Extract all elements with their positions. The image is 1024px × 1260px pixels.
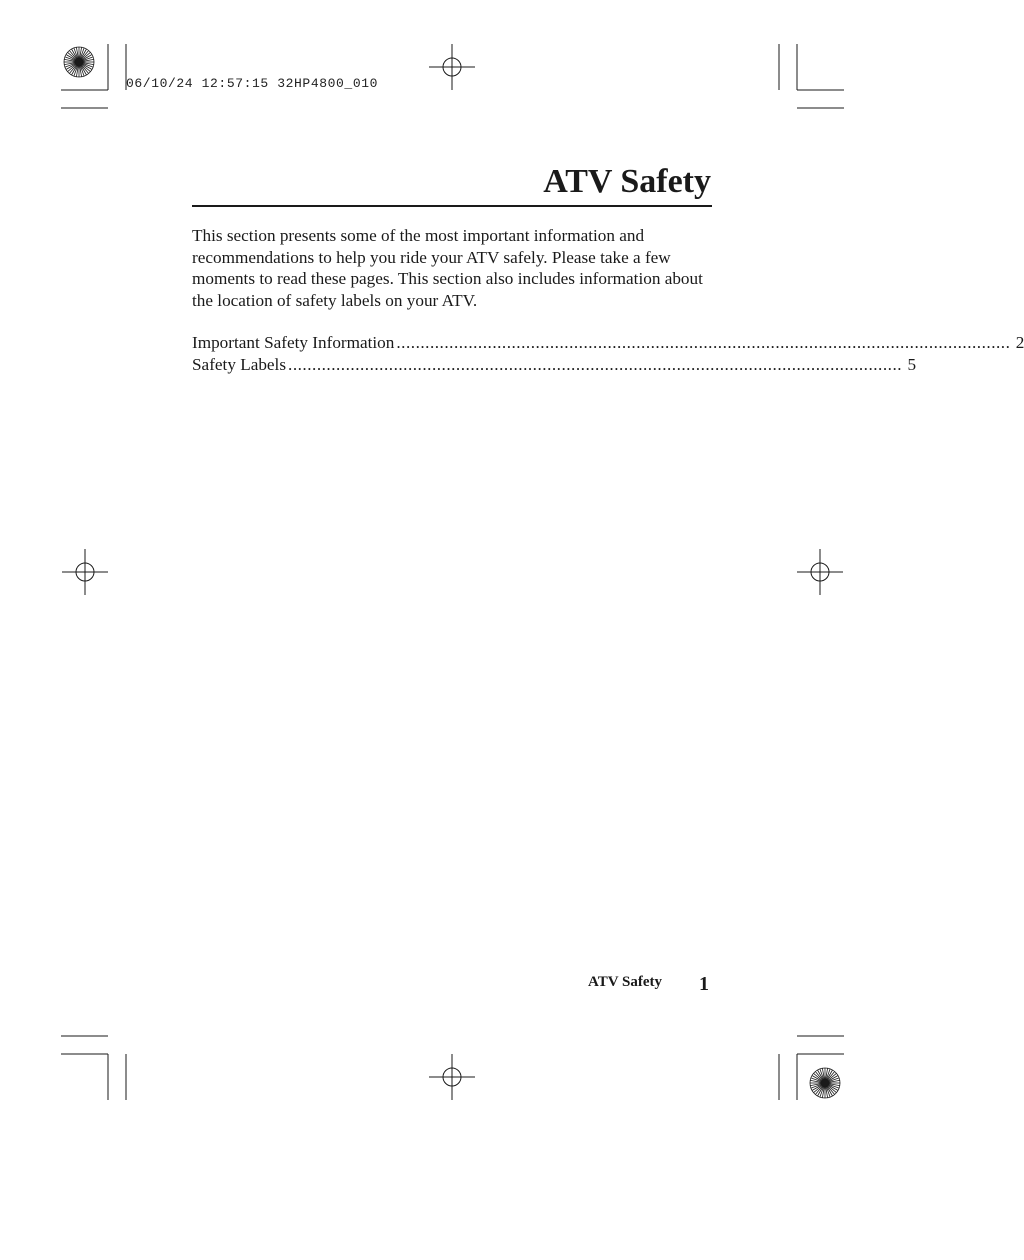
- toc-entry-important-safety-information[interactable]: [192, 332, 1024, 354]
- table-of-contents: [192, 332, 1024, 376]
- color-sunburst-mark: [64, 47, 94, 77]
- registration-mark: [797, 549, 843, 595]
- footer-section-label: ATV Safety: [588, 974, 663, 990]
- color-sunburst-mark: [810, 1068, 840, 1098]
- toc-entry-safety-labels[interactable]: [192, 354, 917, 376]
- registration-mark: [429, 1054, 475, 1100]
- toc-entry-page: 2: [1015, 333, 1024, 352]
- registration-mark: [62, 549, 108, 595]
- footer-page-number: 1: [699, 973, 709, 995]
- toc-leader-dots: ................................................................................................................................: [288, 355, 903, 374]
- print-timestamp: 06/10/24 12:57:15 32HP4800_010: [126, 76, 379, 91]
- toc-entry-label: Important Safety Information: [192, 333, 395, 352]
- title-underline: [192, 205, 712, 207]
- registration-mark: [429, 44, 475, 90]
- toc-leader-dots: ................................................................................................................................: [396, 333, 1011, 352]
- intro-paragraph: This section presents some of the most important information and recommendations to help you ride your ATV safely. Please take a few moments to read these pages. This section also includes information about the location of safety labels on your ATV.: [192, 226, 703, 310]
- section-title: ATV Safety: [543, 163, 711, 200]
- toc-entry-label: Safety Labels: [192, 355, 287, 374]
- toc-entry-page: 5: [907, 355, 917, 374]
